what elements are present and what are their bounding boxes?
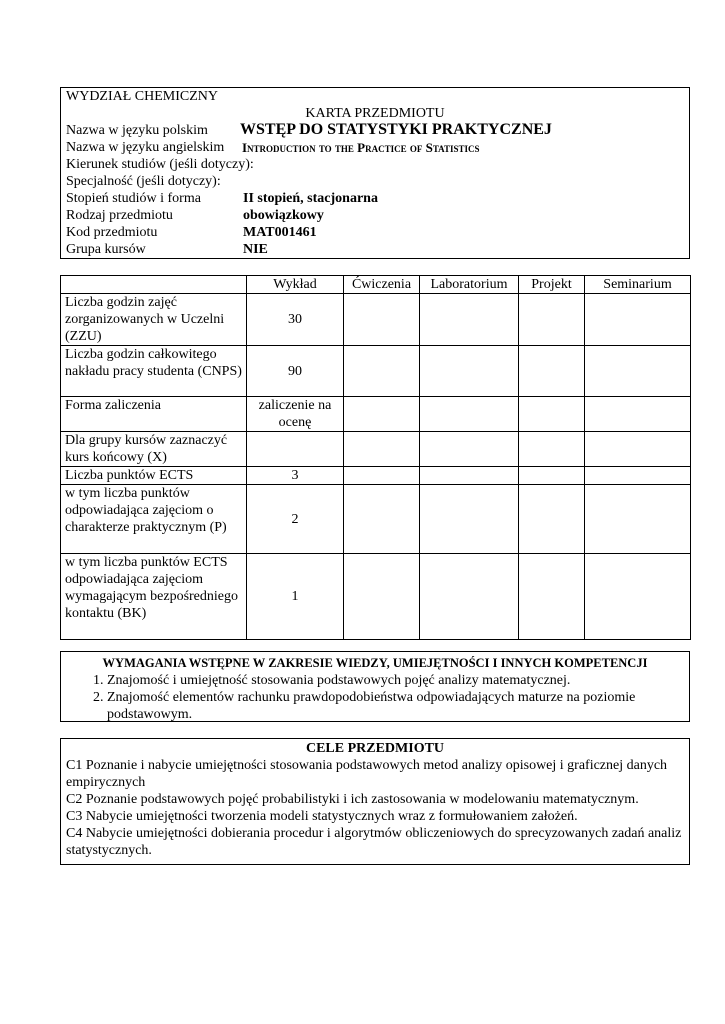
table-cell bbox=[519, 485, 585, 554]
specialty-row bbox=[66, 173, 684, 190]
table-cell: 1 bbox=[247, 554, 344, 640]
table-cell bbox=[585, 485, 691, 554]
row-label: Forma zaliczenia bbox=[61, 397, 247, 432]
column-lecture: Wykład bbox=[247, 276, 344, 294]
table-cell bbox=[420, 397, 519, 432]
goal-item: C2 Poznanie podstawowych pojęć probabilistyki i ich zastosowania w modelowaniu matematycznym. bbox=[66, 792, 639, 807]
course-type-label: Rodzaj przedmiotu bbox=[66, 208, 173, 223]
course-goals-heading: CELE PRZEDMIOTU bbox=[305, 741, 445, 756]
course-type-row bbox=[66, 207, 684, 224]
table-cell bbox=[519, 554, 585, 640]
course-group-row bbox=[66, 241, 684, 258]
goal-item: C3 Nabycie umiejętności tworzenia modeli statystycznych wraz z formułowaniem założeń. bbox=[66, 809, 578, 824]
table-cell bbox=[344, 294, 420, 346]
table-cell bbox=[519, 346, 585, 397]
column-project: Projekt bbox=[519, 276, 585, 294]
goal-item: C4 Nabycie umiejętności dobierania procedur i algorytmów obliczeniowych do sprecyzowanych zadań analiz statystycznych. bbox=[66, 826, 682, 858]
table-cell bbox=[519, 467, 585, 485]
hours-table bbox=[60, 275, 691, 640]
card-title: KARTA PRZEDMIOTU bbox=[305, 106, 445, 121]
polish-name-value: WSTĘP DO STATYSTYKI PRAKTYCZNEJ bbox=[240, 121, 552, 138]
table-row bbox=[61, 467, 691, 485]
table-row bbox=[61, 346, 691, 397]
table-cell bbox=[585, 294, 691, 346]
row-label: Liczba punktów ECTS bbox=[61, 467, 247, 485]
table-cell bbox=[519, 294, 585, 346]
course-goals-section bbox=[60, 738, 690, 865]
prerequisites-heading: WYMAGANIA WSTĘPNE W ZAKRESIE WIEDZY, UMIEJĘTNOŚCI I INNYCH KOMPETENCJI bbox=[102, 656, 648, 670]
table-cell bbox=[585, 346, 691, 397]
polish-name-row bbox=[66, 122, 684, 139]
specialty-label: Specjalność (jeśli dotyczy): bbox=[66, 174, 221, 189]
table-row bbox=[61, 397, 691, 432]
column-seminar: Seminarium bbox=[585, 276, 691, 294]
study-level-value: II stopień, stacjonarna bbox=[243, 191, 378, 206]
field-of-study-row bbox=[66, 156, 684, 173]
table-row bbox=[61, 554, 691, 640]
table-cell bbox=[247, 432, 344, 467]
table-cell: 3 bbox=[247, 467, 344, 485]
table-cell bbox=[585, 432, 691, 467]
table-cell bbox=[519, 397, 585, 432]
table-cell bbox=[420, 467, 519, 485]
english-name-value: Introduction to the Practice of Statistics bbox=[242, 140, 480, 155]
table-cell: zaliczenie na ocenę bbox=[247, 397, 344, 432]
table-cell bbox=[344, 432, 420, 467]
table-cell bbox=[420, 294, 519, 346]
table-cell bbox=[519, 432, 585, 467]
table-cell bbox=[344, 467, 420, 485]
course-code-value: MAT001461 bbox=[243, 225, 317, 240]
polish-name-label: Nazwa w języku polskim bbox=[66, 123, 208, 138]
course-code-label: Kod przedmiotu bbox=[66, 225, 158, 240]
table-row bbox=[61, 294, 691, 346]
row-label: Liczba godzin zajęć zorganizowanych w Uczelni (ZZU) bbox=[61, 294, 247, 346]
table-cell bbox=[585, 397, 691, 432]
course-group-label: Grupa kursów bbox=[66, 242, 146, 257]
prerequisites-section bbox=[60, 651, 690, 722]
table-cell bbox=[420, 485, 519, 554]
table-cell bbox=[420, 554, 519, 640]
table-cell: 30 bbox=[247, 294, 344, 346]
english-name-row bbox=[66, 139, 684, 156]
table-cell bbox=[344, 346, 420, 397]
table-cell bbox=[344, 397, 420, 432]
column-exercises: Ćwiczenia bbox=[344, 276, 420, 294]
course-type-value: obowiązkowy bbox=[243, 208, 324, 223]
table-header-cell bbox=[61, 276, 247, 294]
column-laboratory: Laboratorium bbox=[420, 276, 519, 294]
table-cell bbox=[585, 467, 691, 485]
study-level-row bbox=[66, 190, 684, 207]
table-cell bbox=[344, 554, 420, 640]
table-cell bbox=[420, 432, 519, 467]
course-code-row bbox=[66, 224, 684, 241]
table-cell bbox=[344, 485, 420, 554]
prerequisites-list bbox=[61, 672, 689, 723]
faculty-name: WYDZIAŁ CHEMICZNY bbox=[66, 89, 219, 104]
table-cell: 2 bbox=[247, 485, 344, 554]
list-item: 2. Znajomość elementów rachunku prawdopodobieństwa odpowiadających maturze na poziomie podstawowym. bbox=[107, 689, 689, 723]
table-cell: 90 bbox=[247, 346, 344, 397]
course-group-value: NIE bbox=[243, 242, 268, 257]
row-label: w tym liczba punktów odpowiadająca zajęciom o charakterze praktycznym (P) bbox=[61, 485, 247, 554]
row-label: w tym liczba punktów ECTS odpowiadająca zajęciom wymagającym bezpośredniego kontaktu (BK) bbox=[61, 554, 247, 640]
table-cell bbox=[585, 554, 691, 640]
list-item: 1. Znajomość i umiejętność stosowania podstawowych pojęć analizy matematycznej. bbox=[107, 672, 689, 689]
field-of-study-label: Kierunek studiów (jeśli dotyczy): bbox=[66, 157, 254, 172]
goal-item: C1 Poznanie i nabycie umiejętności stosowania podstawowych metod analizy opisowej i graficznej danych empirycznych bbox=[66, 758, 668, 790]
row-label: Dla grupy kursów zaznaczyć kurs końcowy (X) bbox=[61, 432, 247, 467]
table-row bbox=[61, 485, 691, 554]
course-header bbox=[60, 87, 690, 259]
table-cell bbox=[420, 346, 519, 397]
row-label: Liczba godzin całkowitego nakładu pracy studenta (CNPS) bbox=[61, 346, 247, 397]
study-level-label: Stopień studiów i forma bbox=[66, 191, 201, 206]
table-header-row bbox=[61, 276, 691, 294]
english-name-label: Nazwa w języku angielskim bbox=[66, 140, 225, 155]
table-row bbox=[61, 432, 691, 467]
